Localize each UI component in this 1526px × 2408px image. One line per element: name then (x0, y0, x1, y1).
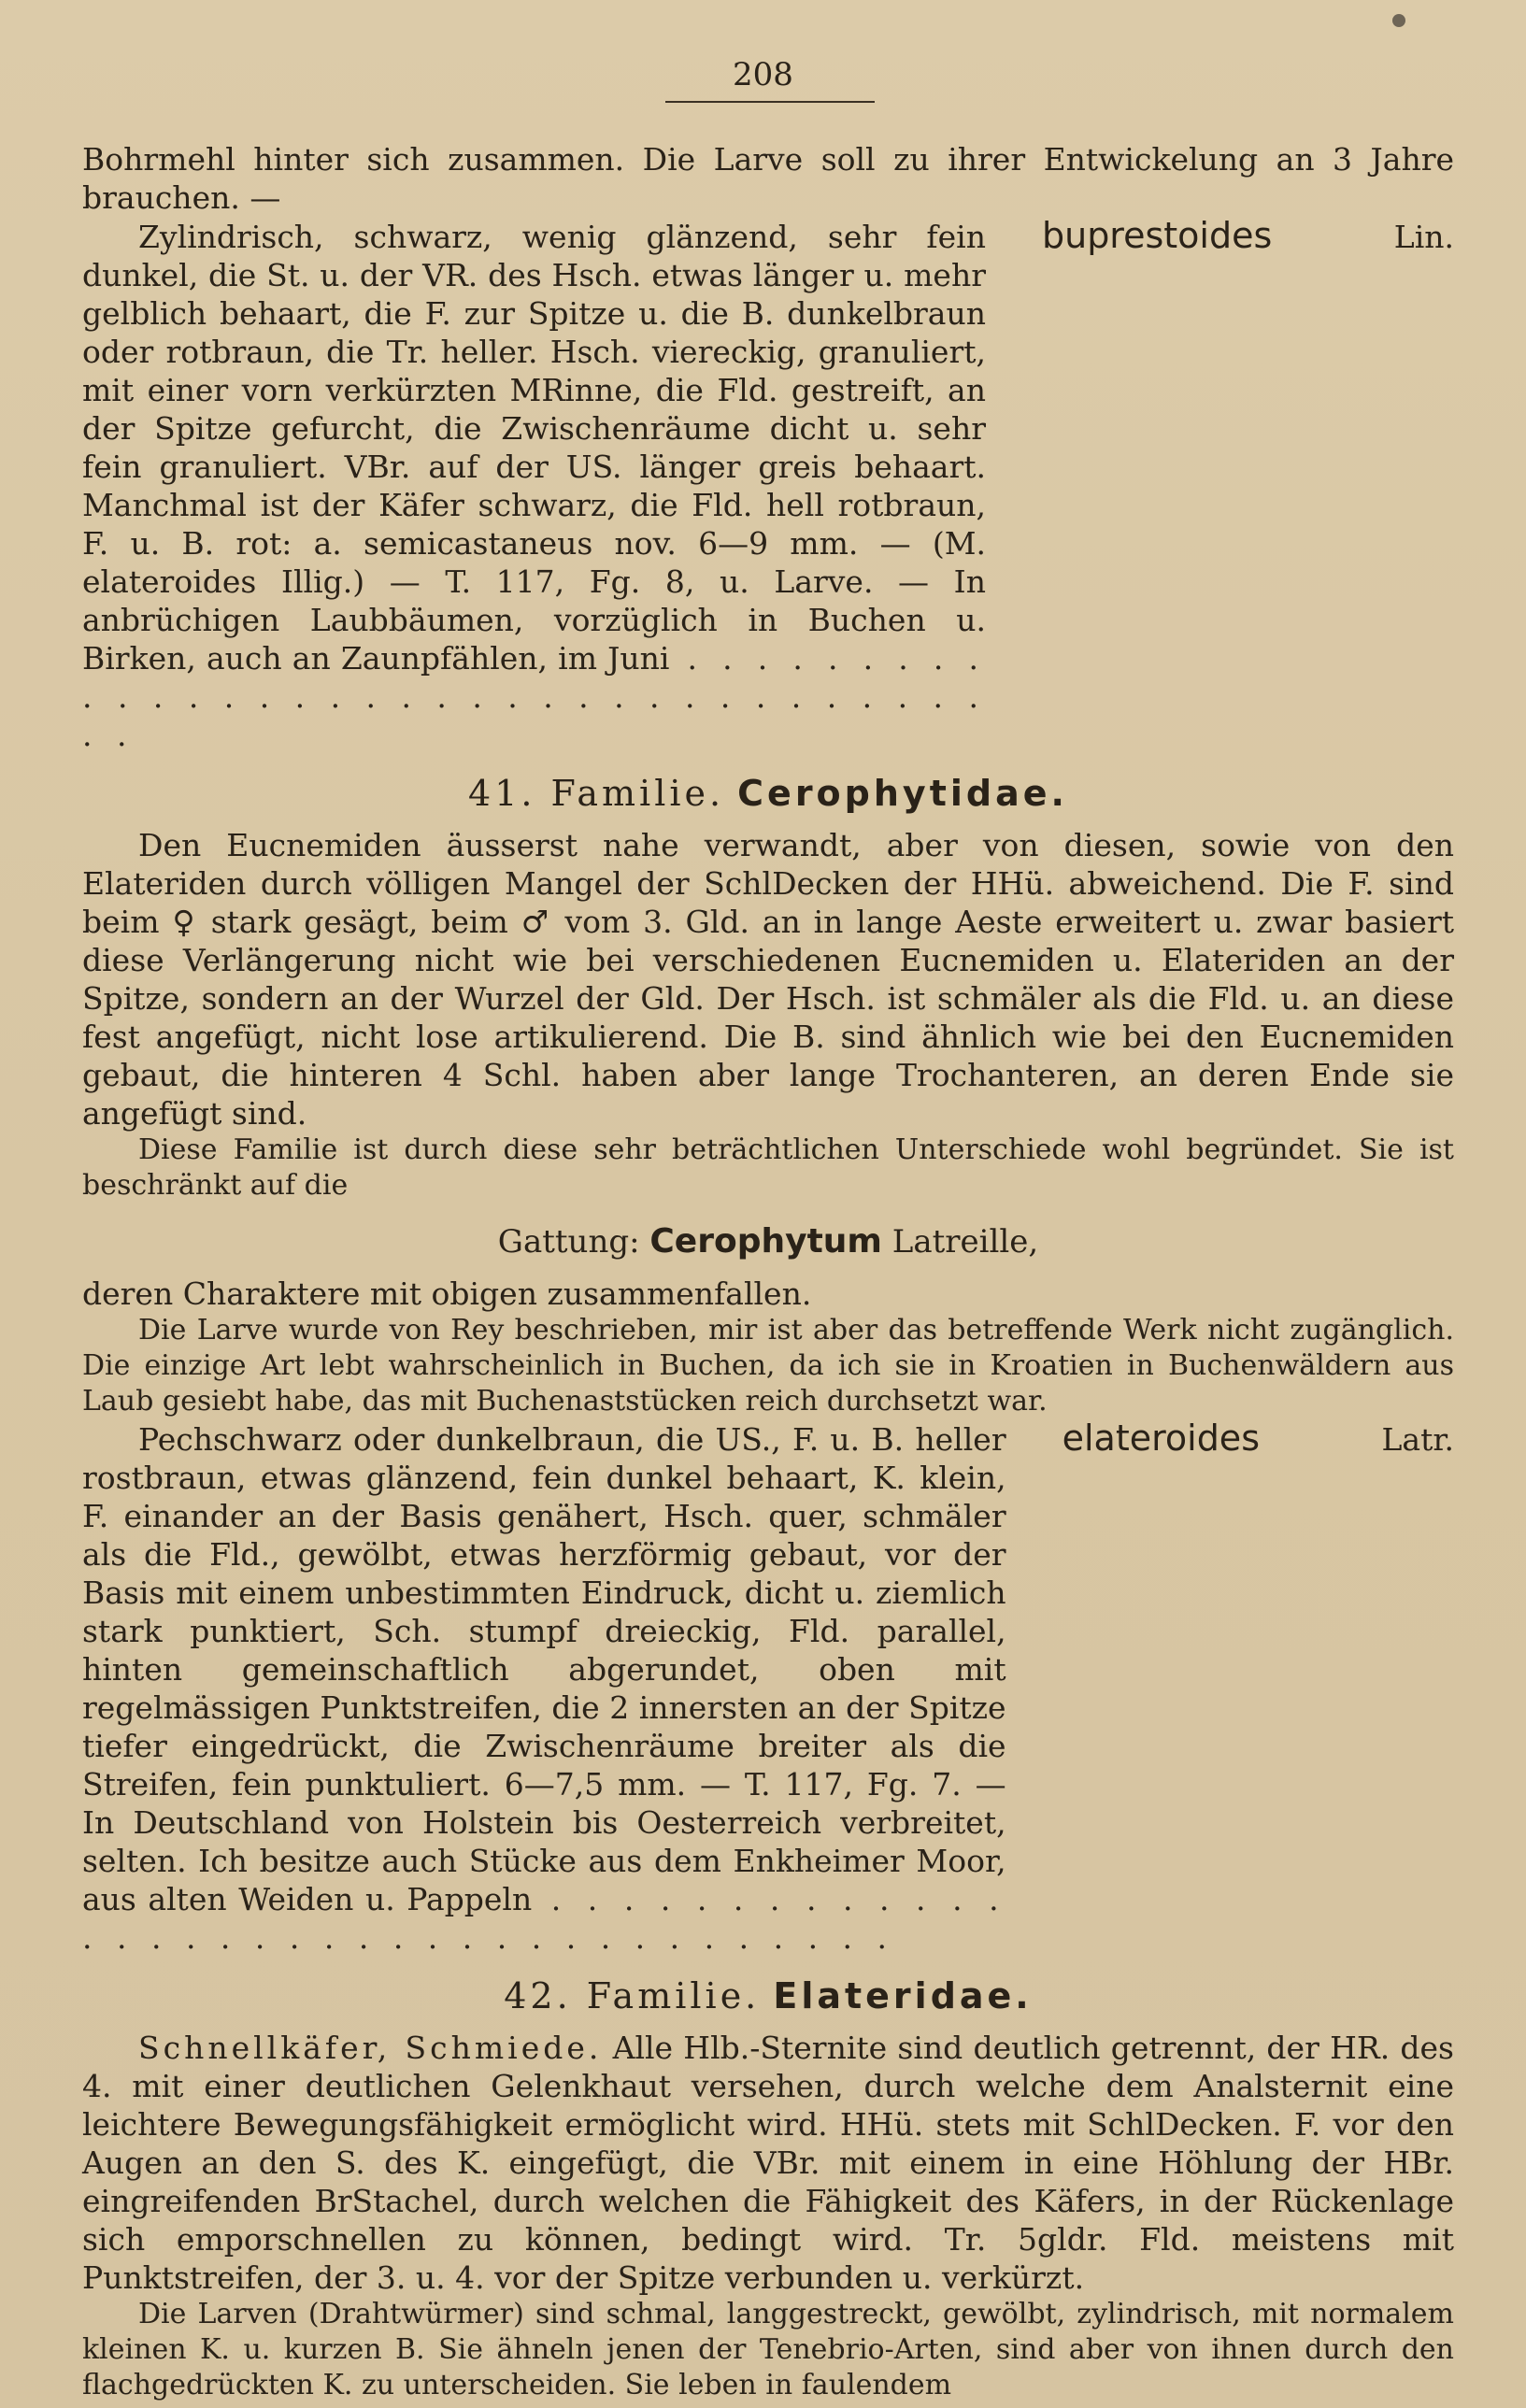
family-description: Alle Hlb.-Sternite sind deutlich getrennt, der HR. des 4. mit einer deutlichen Gelenkhaut versehen, durch welche dem Analsternit eine leichtere Bewegungsfähigkeit ermöglicht wird. HHü. stets mit SchlDecken. F. vor den Augen an den S. des K. eingefügt, die VBr. mit einem in eine Höhlung der HBr. eingreifenden BrStachel, durch welchen die Fähigkeit des Käfers, in der Rückenlage sich emporschnellen zu können, bedingt wird. Tr. 5gldr. Fld. meistens mit Punktstreifen, der 3. u. 4. vor der Spitze verbunden u. verkürzt. (82, 2030, 1454, 2296)
paragraph (82, 2029, 1454, 2297)
paragraph: deren Charaktere mit obigen zusammenfallen. (82, 1275, 812, 1312)
species-entry-elateroides (82, 1419, 1454, 1957)
species-description: Pechschwarz oder dunkelbraun, die US., F. u. B. heller rostbraun, etwas glänzend, fein dunkel behaart, K. klein, F. einander an der Basis genähert, Hsch. quer, schmäler als die Fld., gewölbt, etwas herzförmig gebaut, vor der Basis mit einem unbestimmten Eindruck, dicht u. ziemlich stark punktiert, Sch. stumpf dreieckig, Fld. parallel, hinten gemeinschaftlich abgerundet, oben mit regelmässigen Punktstreifen, die 2 innersten an der Spitze tiefer eingedrückt, die Zwischenräume breiter als die Streifen, fein punktuliert. 6—7,5 mm. — T. 117, Fg. 7. — In Deutschland von Holstein bis Oesterreich verbreitet, selten. Ich besitze auch Stücke aus dem Enkheimer Moor, aus alten Weiden u. Pappeln . . . (82, 1420, 1006, 1957)
family-heading-41 (82, 775, 1454, 813)
family-name: Cerophytidae. (737, 773, 1068, 814)
page-number: 208 (733, 56, 793, 93)
paragraph-small: Diese Familie ist durch diese sehr beträchtlichen Unterschiede wohl begründet. Sie ist beschränkt auf die (82, 1133, 1454, 1202)
family-prefix: 41. Familie. (468, 773, 725, 814)
paragraph-small: Die Larven (Drahtwürmer) sind schmal, langgestreckt, gewölbt, zylindrisch, mit normalem kleinen K. u. kurzen B. Sie ähneln jenen der Tenebrio-Arten, sind aber von ihnen durch den flachgedrückten K. zu unterscheiden. Sie leben in faulendem (82, 2298, 1454, 2401)
common-names: Schnellkäfer, Schmiede. (138, 2030, 603, 2066)
paragraph: Den Eucnemiden äusserst nahe verwandt, aber von diesen, sowie von den Elateriden durch völligen Mangel der SchlDecken der HHü. abweichend. Die F. sind beim ♀ stark gesägt, beim ♂ vom 3. Gld. an in lange Aeste erweitert u. zwar basiert diese Verlängerung nicht wie bei verschiedenen Eucnemiden u. Elateriden an der Spitze, sondern an der Wurzel der Gld. Der Hsch. ist schmäler als die Fld. u. an diese fest angefügt, nicht lose artikulierend. Die B. sind ähnlich wie bei den Eucnemiden gebaut, die hinteren 4 Schl. haben aber lange Trochanteren, an deren Ende sie angefügt sind. (82, 827, 1454, 1132)
genus-name: Cerophytum (649, 1222, 882, 1261)
family-name: Elateridae. (773, 1975, 1033, 2016)
family-prefix: 42. Familie. (504, 1975, 761, 2016)
species-description: Zylindrisch, schwarz, wenig glänzend, sehr fein dunkel, die St. u. der VR. des Hsch. etwas länger u. mehr gelblich behaart, die F. zur Spitze u. die B. dunkelbraun oder rotbraun, die Tr. heller. Hsch. viereckig, granuliert, mit einer vorn verkürzten MRinne, die Fld. gestreift, an der Spitze gefurcht, die Zwischenräume dicht u. sehr fein granuliert. VBr. auf der US. länger greis behaart. Manchmal ist der Käfer schwarz, die Fld. hell rotbraun, F. u. B. rot: a. semicastaneus nov. 6—9 mm. — (M. elateroides Illig.) — T. 117, Fg. 8, u. Larve. — In anbrüchigen Laubbäumen, vorzüglich in Buchen u. Birken, auch an Zaunpfählen, im Juni . . . (82, 218, 986, 754)
genus-prefix: Gattung: (497, 1223, 640, 1261)
body-text (82, 140, 1454, 2403)
page-number-rule (665, 101, 875, 103)
family-heading-42 (82, 1977, 1454, 2016)
genus-author: Latreille, (891, 1223, 1039, 1261)
species-entry-buprestoides (82, 217, 1454, 754)
species-author: Latr. (1381, 1421, 1454, 1458)
species-author: Lin. (1393, 219, 1454, 255)
species-name: elateroides (1062, 1418, 1260, 1459)
paragraph-small: Die Larve wurde von Rey beschrieben, mir ist aber das betreffende Werk nicht zugänglich. Die einzige Art lebt wahrscheinlich in Buchen, da ich sie in Kroatien in Buchenwäldern aus Laub gesiebt habe, das mit Buchenaststücken reich durchsetzt war. (82, 1314, 1454, 1418)
paragraph: Bohrmehl hinter sich zusammen. Die Larve soll zu ihrer Entwickelung an 3 Jahre brauchen. — (82, 141, 1454, 216)
species-name: buprestoides (1041, 215, 1273, 256)
ink-spot (1392, 14, 1405, 27)
genus-heading (82, 1222, 1454, 1261)
